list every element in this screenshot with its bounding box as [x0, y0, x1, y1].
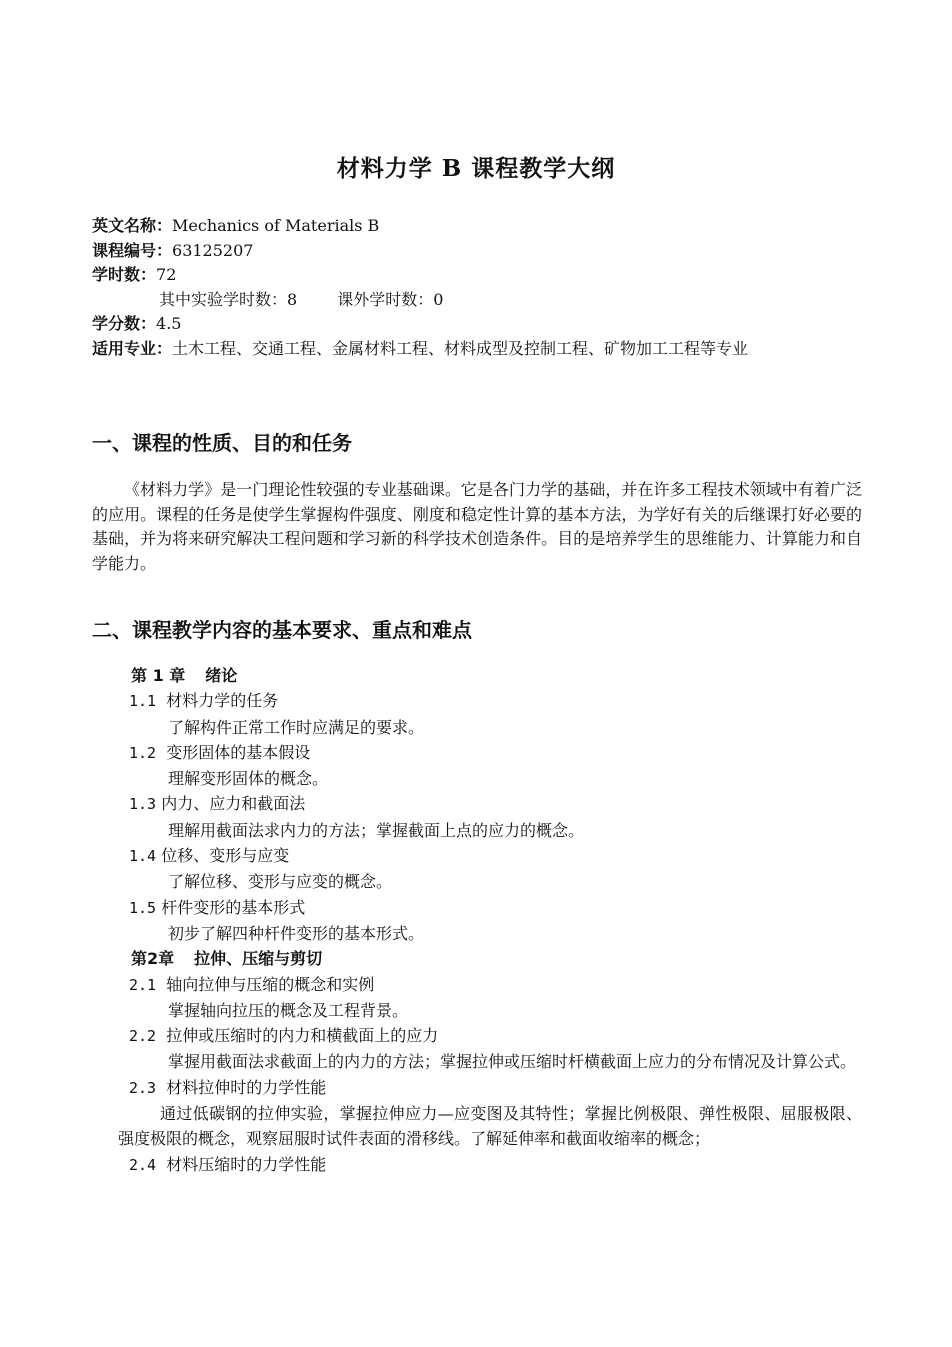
section-name: 位移、变形与应变	[161, 846, 290, 866]
section-number: 2.1	[129, 975, 157, 994]
majors-row	[92, 337, 867, 362]
section-name: 拉伸或压缩时的内力和横截面上的应力	[166, 1026, 439, 1046]
chapter1-number: 第 1 章	[131, 666, 186, 685]
credits-row	[92, 312, 867, 337]
hours-label: 学时数：	[92, 265, 157, 284]
section-name: 材料压缩时的力学性能	[166, 1154, 327, 1174]
section-name: 变形固体的基本假设	[166, 742, 311, 762]
credits-label: 学分数：	[92, 314, 157, 333]
section-name: 材料拉伸时的力学性能	[166, 1077, 327, 1097]
section1-heading: 一、课程的性质、目的和任务	[92, 431, 352, 455]
section-name: 轴向拉伸与压缩的概念和实例	[166, 974, 375, 994]
section1-paragraph: 《材料力学》是一门理论性较强的专业基础课。它是各门力学的基础，并在许多工程技术领域中有着广泛的应用。课程的任务是使学生掌握构件强度、刚度和稳定性计算的基本方法，为学好有关的后继课打好必要的基础，并为将来研究解决工程问题和学习新的科学技术创造条件。目的是培养学生的思维能力、计算能力和自学能力。	[92, 480, 862, 573]
extra-hours: 课外学时数：0	[337, 289, 444, 309]
course-code-row	[92, 239, 867, 264]
english-name-label: 英文名称：	[92, 216, 173, 235]
course-code-label: 课程编号：	[92, 240, 173, 260]
section-description: 掌握用截面法求截面上的内力的方法；掌握拉伸或压缩时杆横截面上应力的分布情况及计算公式。	[168, 1052, 857, 1072]
chapter2-number: 第2章	[131, 949, 175, 969]
section-title	[0, 688, 952, 714]
section-description: 了解构件正常工作时应满足的要求。	[168, 717, 425, 737]
section-description: 了解位移、变形与应变的概念。	[168, 872, 393, 892]
section-number: 1.3	[129, 795, 157, 814]
section-title	[0, 791, 952, 817]
course-code-value: 63125207	[172, 240, 254, 260]
section2-heading: 二、课程教学内容的基本要求、重点和难点	[92, 618, 472, 642]
hours-row	[92, 263, 867, 288]
chapter1-title: 绪论	[205, 666, 238, 685]
section-number: 2.4	[129, 1155, 157, 1174]
section-title	[0, 1152, 952, 1178]
section-title	[0, 1023, 952, 1049]
section-title	[0, 972, 952, 998]
section-title	[0, 843, 952, 869]
section-number: 1.4	[129, 847, 157, 866]
section-title	[0, 1075, 952, 1101]
hours-value: 72	[156, 265, 177, 284]
section-description: 掌握轴向拉压的概念及工程背景。	[168, 1000, 409, 1020]
section-name: 内力、应力和截面法	[161, 794, 306, 814]
section-number: 2.3	[129, 1078, 157, 1097]
english-name-row	[92, 214, 867, 239]
section-name: 杆件变形的基本形式	[161, 897, 306, 917]
section-number: 1.5	[129, 898, 157, 917]
lab-hours-row	[92, 288, 867, 313]
section-description: 理解用截面法求内力的方法；掌握截面上点的应力的概念。	[168, 820, 585, 840]
section-number: 1.2	[129, 743, 157, 762]
section-description: 理解变形固体的概念。	[168, 769, 329, 789]
lab-hours: 其中实验学时数：8	[159, 289, 298, 309]
chapter1-heading	[0, 663, 952, 688]
section-description: 初步了解四种杆件变形的基本形式。	[168, 923, 425, 943]
chapter-outline	[0, 663, 952, 1178]
majors-label: 适用专业：	[92, 338, 173, 358]
section-name: 材料力学的任务	[166, 691, 279, 711]
majors-value: 土木工程、交通工程、金属材料工程、材料成型及控制工程、矿物加工工程等专业	[172, 338, 749, 358]
english-name-value: Mechanics of Materials B	[172, 216, 380, 235]
course-meta	[92, 214, 867, 361]
section-title	[0, 895, 952, 921]
section-description: 通过低碳钢的拉伸实验，掌握拉伸应力—应变图及其特性；掌握比例极限、弹性极限、屈服极限、强度极限的概念，观察屈服时试件表面的滑移线。了解延伸率和截面收缩率的概念；	[118, 1104, 862, 1149]
credits-value: 4.5	[156, 314, 182, 333]
chapter2-heading	[0, 946, 952, 971]
section-title	[0, 740, 952, 766]
section-number: 2.2	[129, 1027, 157, 1046]
section-number: 1.1	[129, 692, 157, 711]
document-title: 材料力学 B 课程教学大纲	[336, 155, 616, 182]
chapter2-title: 拉伸、压缩与剪切	[194, 949, 323, 969]
